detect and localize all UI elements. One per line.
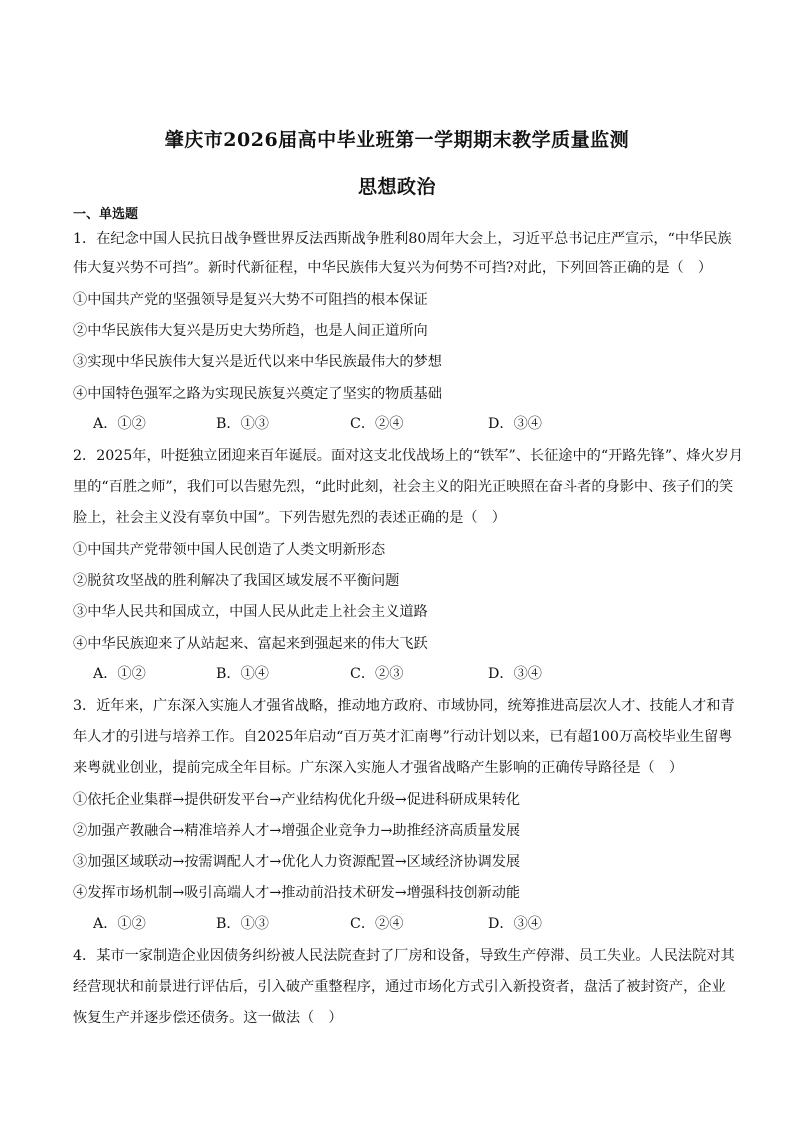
question-2-statement-3: ③中华人民共和国成立，中国人民从此走上社会主义道路 — [73, 604, 428, 620]
question-1-line-2: 伟大复兴势不可挡”。新时代新征程，中华民族伟大复兴为何势不可挡?对此，下列回答正确的是（ ） — [73, 260, 713, 276]
question-2-line-3: 脸上，社会主义没有辜负中国”。下列告慰先烈的表述正确的是（ ） — [73, 510, 506, 526]
question-3-statement-1: ①依托企业集群→提供研发平台→产业结构优化升级→促进科研成果转化 — [73, 792, 521, 808]
option-a[interactable]: A．①② — [93, 666, 146, 682]
question-3-line-1: 3．近年来，广东深入实施人才强省战略，推动地方政府、市域协同，统筹推进高层次人才、技能人才和青 — [73, 698, 735, 714]
question-3-statement-4: ④发挥市场机制→吸引高端人才→推动前沿技术研发→增强科技创新动能 — [73, 885, 521, 901]
option-a[interactable]: A．①② — [93, 416, 146, 432]
question-2-statement-2: ②脱贫攻坚战的胜利解决了我国区域发展不平衡问题 — [73, 573, 400, 589]
option-c[interactable]: C．②③ — [350, 666, 404, 682]
question-2-line-2: 里的“百胜之师”，我们可以告慰先烈，“此时此刻，社会主义的阳光正映照在奋斗者的身影中、孩子们的笑 — [73, 479, 734, 495]
subject-title: 思想政治 — [357, 176, 436, 198]
question-1-statement-3: ③实现中华民族伟大复兴是近代以来中华民族最伟大的梦想 — [73, 354, 442, 370]
question-1-statement-4: ④中国特色强军之路为实现民族复兴奠定了坚实的物质基础 — [73, 386, 442, 402]
question-4-line-1: 4．某市一家制造企业因债务纠纷被人民法院查封了厂房和设备，导致生产停滞、员工失业。人民法院对其 — [73, 948, 735, 964]
option-d[interactable]: D．③④ — [488, 416, 542, 432]
section-label: 一、单选题 — [73, 207, 139, 222]
question-2-line-1: 2．2025年，叶挺独立团迎来百年诞辰。面对这支北伐战场上的“铁军”、长征途中的“开路先锋”、烽火岁月 — [73, 448, 744, 464]
option-d[interactable]: D．③④ — [488, 666, 542, 682]
exam-title: 肇庆市2026届高中毕业班第一学期期末教学质量监测 — [164, 129, 630, 151]
question-3-statement-3: ③加强区域联动→按需调配人才→优化人力资源配置→区域经济协调发展 — [73, 854, 521, 870]
question-2-statement-1: ①中国共产党带领中国人民创造了人类文明新形态 — [73, 542, 386, 558]
option-d[interactable]: D．③④ — [488, 916, 542, 932]
option-a[interactable]: A．①② — [93, 916, 146, 932]
option-c[interactable]: C．②④ — [350, 916, 404, 932]
question-3-line-2: 年人才的引进与培养工作。自2025年启动“百万英才汇南粤”行动计划以来，已有超100万高校毕业生留粤 — [73, 729, 733, 745]
option-b[interactable]: B．①③ — [216, 416, 269, 432]
question-3-line-3: 来粤就业创业，提前完成全年目标。广东深入实施人才强省战略产生影响的正确传导路径是（ ） — [73, 760, 684, 776]
option-c[interactable]: C．②④ — [350, 416, 404, 432]
question-1-statement-2: ②中华民族伟大复兴是历史大势所趋，也是人间正道所向 — [73, 323, 428, 339]
question-3-statement-2: ②加强产教融合→精准培养人才→增强企业竞争力→助推经济高质量发展 — [73, 823, 521, 839]
option-b[interactable]: B．①④ — [216, 666, 269, 682]
question-2-statement-4: ④中华民族迎来了从站起来、富起来到强起来的伟大飞跃 — [73, 636, 428, 652]
question-4-line-3: 恢复生产并逐步偿还债务。这一做法（ ） — [73, 1010, 343, 1026]
option-b[interactable]: B．①③ — [216, 916, 269, 932]
question-4-line-2: 经营现状和前景进行评估后，引入破产重整程序，通过市场化方式引入新投资者，盘活了被封资产，企业 — [73, 979, 726, 995]
question-1-statement-1: ①中国共产党的坚强领导是复兴大势不可阻挡的根本保证 — [73, 292, 428, 308]
question-1-line-1: 1．在纪念中国人民抗日战争暨世界反法西斯战争胜利80周年大会上，习近平总书记庄严宣示，“中华民族 — [73, 231, 732, 247]
